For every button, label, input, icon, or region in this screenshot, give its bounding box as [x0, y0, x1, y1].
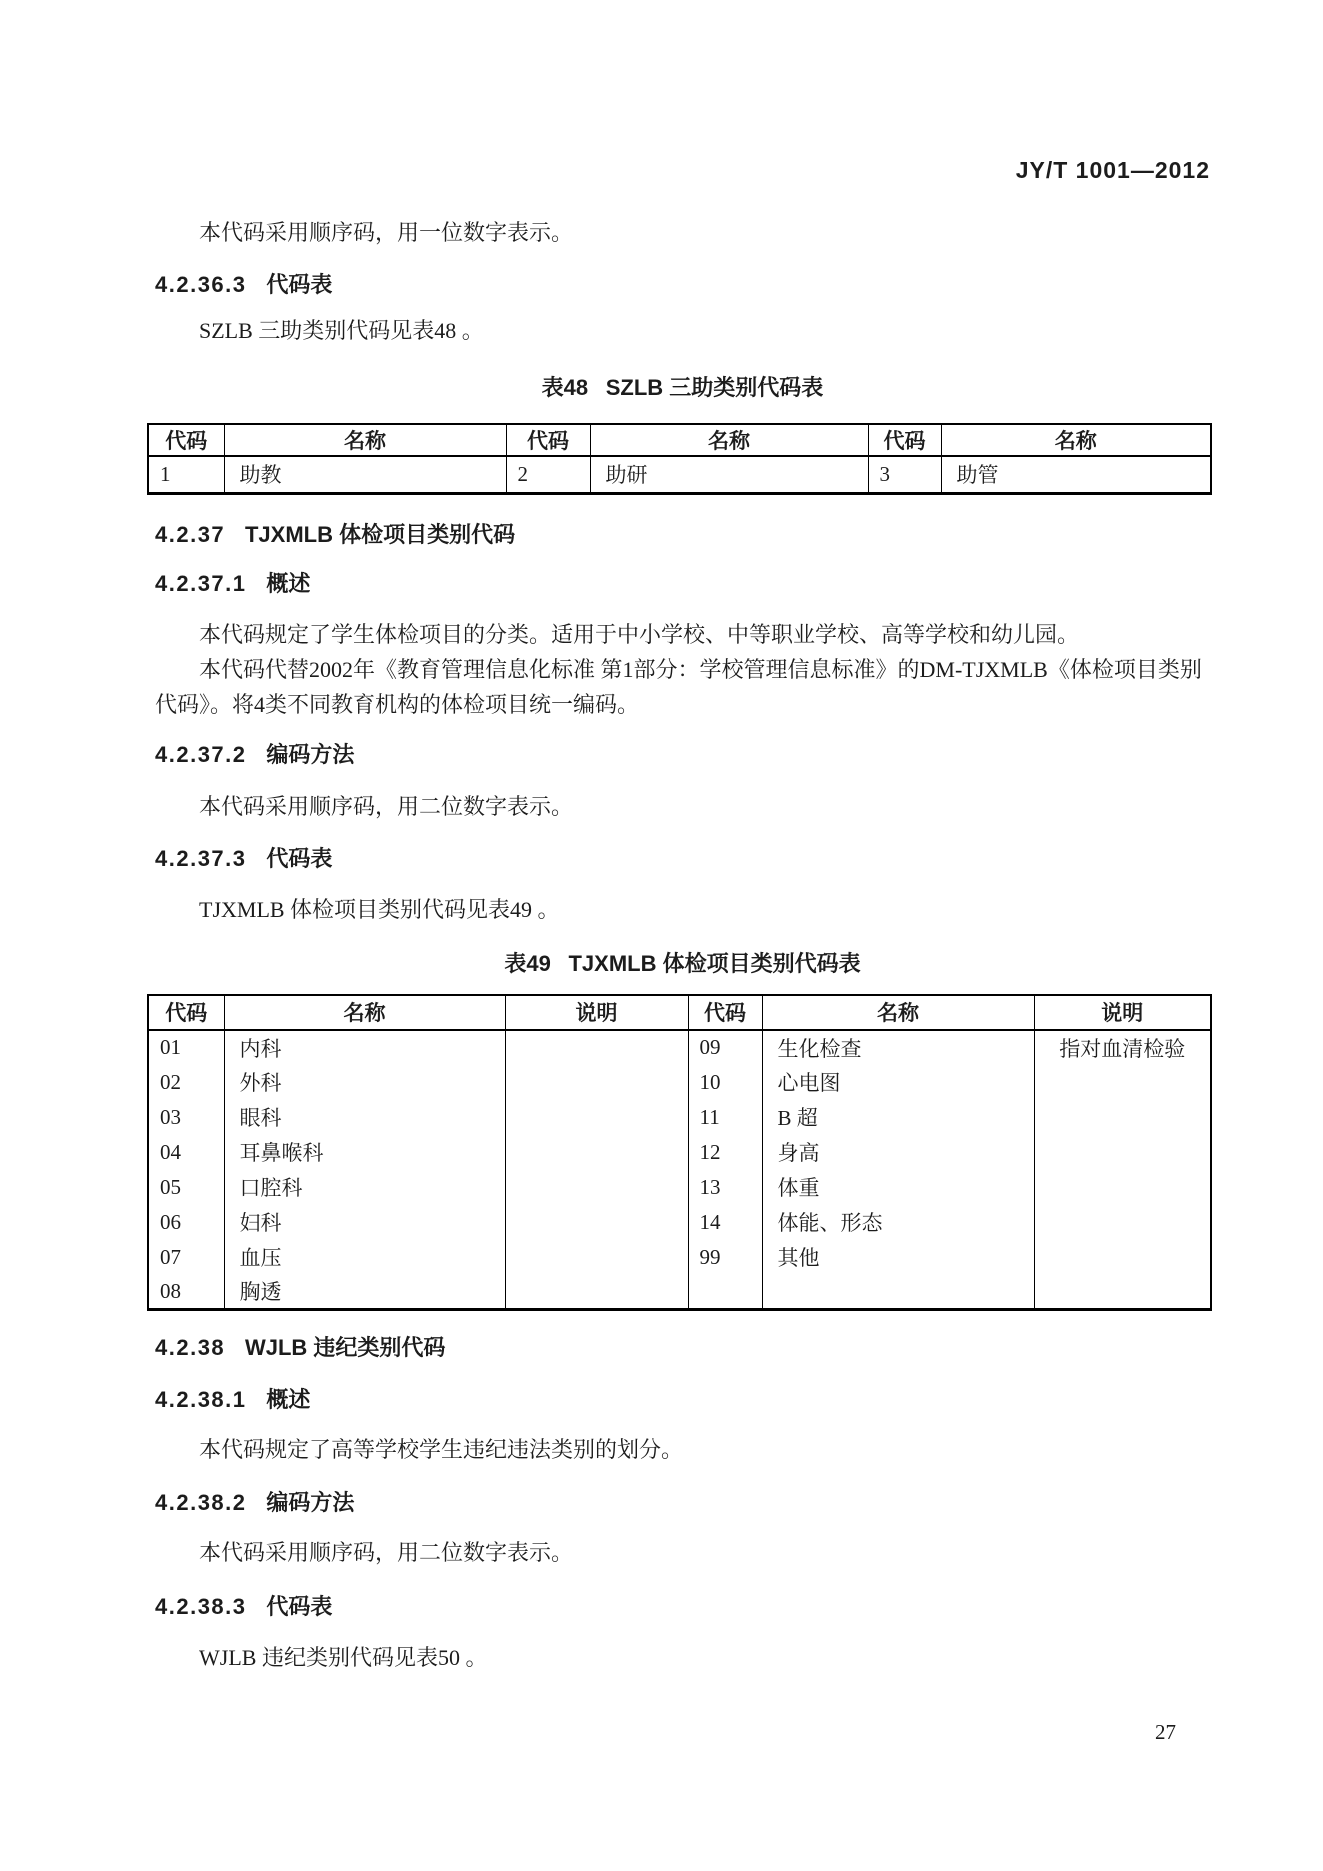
table-cell-code: 11 [688, 1100, 762, 1135]
table49-caption-title: TJXMLB 体检项目类别代码表 [568, 950, 861, 976]
table-cell-desc [505, 1170, 688, 1205]
paragraph-encoding-method-4-2-38: 本代码采用顺序码，用二位数字表示。 [199, 1540, 574, 1565]
table-cell-code: 13 [688, 1170, 762, 1205]
table-cell-desc [505, 1275, 688, 1310]
table-cell-code: 06 [148, 1205, 224, 1240]
table49-header-row [148, 995, 1211, 1030]
table49-data-row [148, 1205, 1211, 1240]
table-cell-code: 08 [148, 1275, 224, 1310]
table49-data-row [148, 1135, 1211, 1170]
table-cell-code: 3 [868, 456, 941, 493]
table49 [147, 994, 1212, 1312]
table-cell-name: 外科 [224, 1065, 505, 1100]
table48-header-cell: 名称 [590, 424, 868, 456]
table49-data-row [148, 1275, 1211, 1310]
heading-4-2-36-3 [155, 270, 1210, 300]
table-cell-code: 01 [148, 1030, 224, 1065]
table-cell-desc [505, 1240, 688, 1275]
table-cell-code: 04 [148, 1135, 224, 1170]
heading-title: 编码方法 [266, 741, 355, 767]
table48-header-cell: 名称 [224, 424, 506, 456]
table48-caption-number: 表48 [541, 375, 589, 400]
table49-header-cell: 名称 [224, 995, 505, 1030]
table-cell-name: 耳鼻喉科 [224, 1135, 505, 1170]
table48-header-cell: 名称 [941, 424, 1211, 456]
heading-4-2-38 [155, 1333, 1210, 1363]
heading-4-2-37 [155, 520, 1210, 550]
page-number: 27 [1155, 1720, 1176, 1744]
table-cell-name: 生化检查 [762, 1030, 1034, 1065]
table-cell-name: 血压 [224, 1240, 505, 1275]
paragraph-table48-ref: SZLB 三助类别代码见表48 。 [199, 318, 484, 343]
table-cell-name: 心电图 [762, 1065, 1034, 1100]
table-cell-desc [1034, 1065, 1211, 1100]
table49-data-row [148, 1030, 1211, 1065]
page-content [0, 156, 1323, 1673]
table-cell-code: 2 [506, 456, 590, 493]
table49-data-row [148, 1240, 1211, 1275]
doc-code: JY/T 1001—2012 [1015, 157, 1210, 183]
table-cell-code: 1 [148, 456, 224, 493]
heading-number: 4.2.38.3 [155, 1594, 247, 1619]
table-cell-desc: 指对血清检验 [1034, 1030, 1211, 1065]
table48-caption-title: SZLB 三助类别代码表 [605, 375, 824, 400]
table49-data-row [148, 1100, 1211, 1135]
heading-number: 4.2.37.3 [155, 845, 247, 871]
table-cell-code: 07 [148, 1240, 224, 1275]
heading-title: TJXMLB 体检项目类别代码 [244, 521, 516, 547]
heading-number: 4.2.36.3 [155, 272, 247, 297]
table48-header-row [148, 424, 1211, 456]
heading-number: 4.2.37.1 [155, 570, 247, 596]
table49-header-cell: 说明 [1034, 995, 1211, 1030]
heading-title: WJLB 违纪类别代码 [244, 1335, 446, 1360]
heading-title: 代码表 [266, 1594, 333, 1619]
paragraph-overview-4-2-38: 本代码规定了高等学校学生违纪违法类别的划分。 [199, 1437, 684, 1462]
heading-title: 代码表 [266, 272, 333, 297]
table-cell-code: 05 [148, 1170, 224, 1205]
table-cell-desc [505, 1065, 688, 1100]
table-cell-desc [1034, 1135, 1211, 1170]
table48-header-cell: 代码 [868, 424, 941, 456]
table-cell-code: 09 [688, 1030, 762, 1065]
heading-4-2-38-1 [155, 1385, 1210, 1415]
table-cell-desc [1034, 1100, 1211, 1135]
table-cell-name: 妇科 [224, 1205, 505, 1240]
heading-number: 4.2.37 [155, 521, 226, 547]
paragraph-encoding-method-4-2-36: 本代码采用顺序码，用一位数字表示。 [199, 220, 574, 245]
table-cell-name: 体能、形态 [762, 1205, 1034, 1240]
table-cell-name: 助教 [224, 456, 506, 493]
table49-caption [155, 949, 1210, 979]
paragraph-table50-ref: WJLB 违纪类别代码见表50 。 [199, 1645, 488, 1670]
table49-data-row [148, 1065, 1211, 1100]
heading-4-2-37-1 [155, 569, 1210, 599]
table-cell-name: 口腔科 [224, 1170, 505, 1205]
table-cell-name: 胸透 [224, 1275, 505, 1310]
paragraph-overview-line2: 本代码代替2002年《教育管理信息化标准 第1部分：学校管理信息标准》的DM-TJXMLB《体检项目类别代码》。将4类不同教育机构的体检项目统一编码。 [155, 656, 1202, 717]
table48-header-cell: 代码 [148, 424, 224, 456]
table-cell-code: 99 [688, 1240, 762, 1275]
heading-4-2-38-2 [155, 1488, 1210, 1518]
table49-header-cell: 代码 [148, 995, 224, 1030]
table-cell-code: 02 [148, 1065, 224, 1100]
table49-header-cell: 代码 [688, 995, 762, 1030]
table49-header-cell: 说明 [505, 995, 688, 1030]
paragraph-encoding-method-4-2-37: 本代码采用顺序码，用二位数字表示。 [199, 793, 574, 819]
table-cell-code: 14 [688, 1205, 762, 1240]
table-cell-name: B 超 [762, 1100, 1034, 1135]
table-cell-desc [505, 1030, 688, 1065]
table-cell-desc [505, 1205, 688, 1240]
table48 [147, 423, 1212, 495]
table49-data-row [148, 1170, 1211, 1205]
table-cell-code: 10 [688, 1065, 762, 1100]
table-cell-desc [1034, 1240, 1211, 1275]
table49-caption-number: 表49 [504, 950, 551, 976]
heading-title: 概述 [266, 1387, 311, 1412]
table-cell-name: 助管 [941, 456, 1211, 493]
heading-number: 4.2.37.2 [155, 741, 247, 767]
table48-header-cell: 代码 [506, 424, 590, 456]
table-cell-name: 助研 [590, 456, 868, 493]
table-cell-name [762, 1275, 1034, 1310]
table-cell-name: 眼科 [224, 1100, 505, 1135]
table48-caption [155, 373, 1210, 403]
heading-title: 编码方法 [266, 1490, 355, 1515]
heading-number: 4.2.38 [155, 1335, 226, 1360]
table-cell-desc [1034, 1170, 1211, 1205]
table-cell-desc [1034, 1205, 1211, 1240]
heading-number: 4.2.38.1 [155, 1387, 247, 1412]
heading-number: 4.2.38.2 [155, 1490, 247, 1515]
heading-4-2-37-2 [155, 740, 1210, 770]
table49-header-cell: 名称 [762, 995, 1034, 1030]
heading-4-2-38-3 [155, 1592, 1210, 1622]
table-cell-code: 12 [688, 1135, 762, 1170]
table-cell-name: 身高 [762, 1135, 1034, 1170]
table-cell-desc [505, 1100, 688, 1135]
table-cell-name: 体重 [762, 1170, 1034, 1205]
paragraph-table49-ref: TJXMLB 体检项目类别代码见表49 。 [199, 896, 560, 922]
table-cell-code: 03 [148, 1100, 224, 1135]
table-cell-desc [1034, 1275, 1211, 1310]
heading-title: 代码表 [266, 845, 333, 871]
table-cell-name: 其他 [762, 1240, 1034, 1275]
table-cell-desc [505, 1135, 688, 1170]
table48-data-row [148, 456, 1211, 493]
heading-title: 概述 [266, 570, 311, 596]
table-cell-code [688, 1275, 762, 1310]
heading-4-2-37-3 [155, 844, 1210, 874]
paragraph-overview-line1: 本代码规定了学生体检项目的分类。适用于中小学校、中等职业学校、高等学校和幼儿园。 [199, 621, 1080, 647]
table-cell-name: 内科 [224, 1030, 505, 1065]
